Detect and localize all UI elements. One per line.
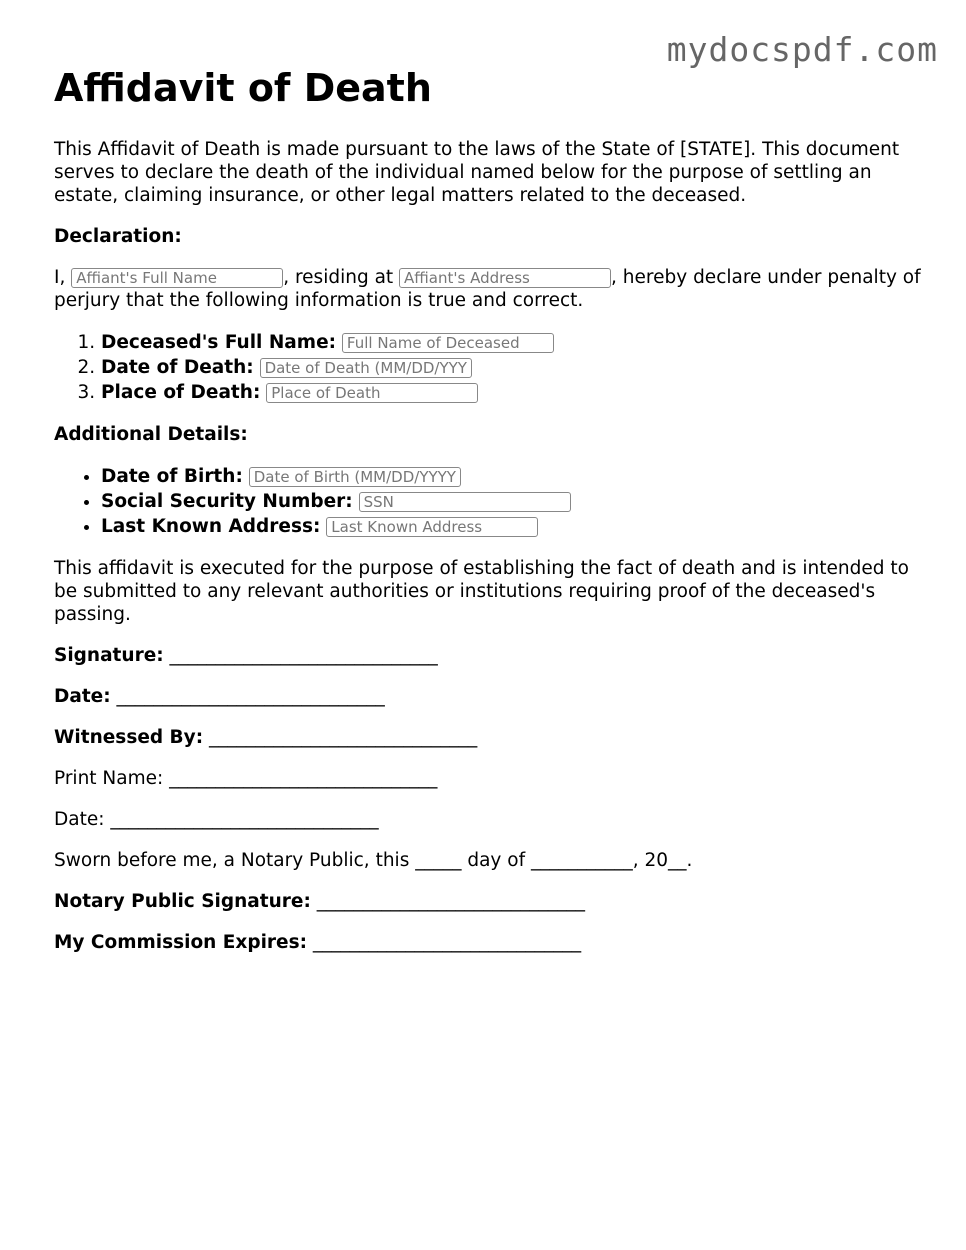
signature-label: Signature: xyxy=(54,644,164,666)
document-page xyxy=(54,66,924,972)
commission-line xyxy=(54,931,924,954)
place-of-death-label: Place of Death: xyxy=(101,381,261,403)
ssn-label: Social Security Number: xyxy=(101,490,353,512)
witness-date-line xyxy=(54,808,924,831)
list-item xyxy=(101,380,924,405)
signature-line xyxy=(54,644,924,667)
list-item xyxy=(101,464,924,489)
notary-signature-line xyxy=(54,890,924,913)
declaration-paragraph xyxy=(54,266,924,312)
declaration-heading: Declaration: xyxy=(54,225,182,247)
date-blank: _____________________________ xyxy=(116,685,385,707)
list-item xyxy=(101,514,924,539)
declaration-text-2: , residing at xyxy=(283,266,400,288)
last-known-address-field[interactable] xyxy=(326,517,538,537)
witness-date-blank: _____________________________ xyxy=(110,808,379,830)
page-title: Affidavit of Death xyxy=(54,66,432,110)
affiant-address-field[interactable] xyxy=(399,268,611,288)
notary-signature-label: Notary Public Signature: xyxy=(54,890,311,912)
ssn-field[interactable] xyxy=(359,492,571,512)
deceased-name-field[interactable] xyxy=(342,333,554,353)
commission-label: My Commission Expires: xyxy=(54,931,308,953)
additional-details-heading: Additional Details: xyxy=(54,423,248,445)
witnessed-blank: _____________________________ xyxy=(209,726,478,748)
watermark: mydocspdf.com xyxy=(666,30,938,69)
sworn-statement: Sworn before me, a Notary Public, this _____ day of ___________, 20__. xyxy=(54,849,693,871)
place-of-death-field[interactable] xyxy=(266,383,478,403)
notary-signature-blank: _____________________________ xyxy=(316,890,585,912)
date-of-birth-label: Date of Birth: xyxy=(101,465,243,487)
print-name-line xyxy=(54,767,924,790)
list-item xyxy=(101,330,924,355)
purpose-paragraph: This affidavit is executed for the purpose of establishing the fact of death and is intended to be submitted to any relevant authorities or institutions requiring proof of the deceased's passing. xyxy=(54,557,909,625)
commission-blank: _____________________________ xyxy=(312,931,582,953)
list-item xyxy=(101,489,924,514)
print-name-label: Print Name: xyxy=(54,767,164,789)
declaration-text-3: , hereby declare under penalty of perjury that the following information is true and correct. xyxy=(54,266,921,311)
affiant-name-field[interactable] xyxy=(71,268,283,288)
date-line xyxy=(54,685,924,708)
date-of-death-field[interactable] xyxy=(260,358,472,378)
witnessed-label: Witnessed By: xyxy=(54,726,204,748)
list-item xyxy=(101,355,924,380)
declaration-text-1: I, xyxy=(54,266,72,288)
intro-paragraph: This Affidavit of Death is made pursuant to the laws of the State of [STATE]. This document serves to declare the death of the individual named below for the purpose of settling an estate, claiming insurance, or other legal matters related to the deceased. xyxy=(54,138,900,206)
deceased-info-list xyxy=(54,330,924,405)
date-of-birth-field[interactable] xyxy=(249,467,461,487)
signature-blank: _____________________________ xyxy=(169,644,438,666)
additional-details-list xyxy=(54,464,924,539)
witness-date-label: Date: xyxy=(54,808,105,830)
witnessed-line xyxy=(54,726,924,749)
deceased-name-label: Deceased's Full Name: xyxy=(101,331,337,353)
date-of-death-label: Date of Death: xyxy=(101,356,254,378)
date-label: Date: xyxy=(54,685,111,707)
last-known-address-label: Last Known Address: xyxy=(101,515,321,537)
print-name-blank: _____________________________ xyxy=(169,767,438,789)
